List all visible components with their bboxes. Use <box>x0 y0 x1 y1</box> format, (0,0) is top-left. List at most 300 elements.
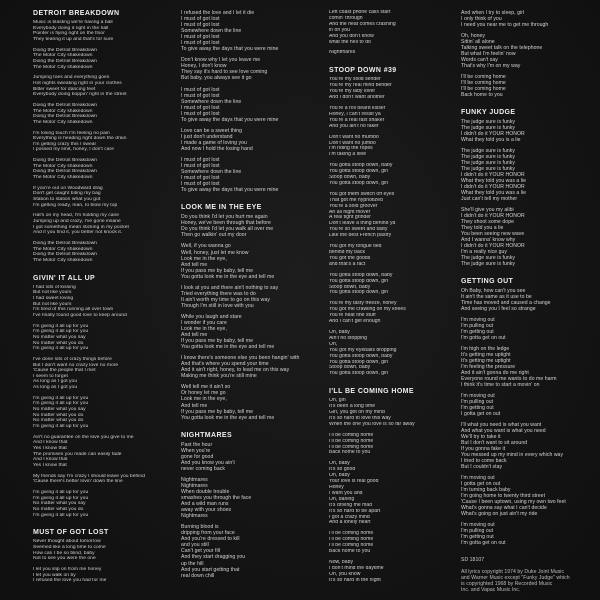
lyric-line: I possed my limit, honey, I don't care <box>33 147 115 153</box>
lyric-line: And it ain't right, honey, to lead me on this way <box>181 367 290 374</box>
lyric-line: Sittin' all alone <box>461 39 495 45</box>
lyric-line: You been seeing new wave <box>461 231 525 237</box>
credit-line: is copyrighted 1968 by Recorded Music <box>461 581 553 587</box>
lyric-line: They say it's hard to see love coming <box>181 69 268 76</box>
lyric-line: The Motor City shakedown <box>33 119 93 125</box>
lyric-line: I'm going home to twenty third street <box>461 493 546 499</box>
song-block <box>461 10 599 98</box>
catalog-number: SD 18107 <box>461 557 485 563</box>
lyric-line: You're neat fine stuff <box>329 313 376 319</box>
lyric-line: You gotta stoop down, girl <box>329 278 389 284</box>
lyric-line: It ain't worth my time to go on this way <box>181 296 270 303</box>
lyric-line: It ain't the same as it use to be <box>461 294 532 300</box>
lyric-line: No matter what you do <box>33 418 84 424</box>
lyric-line: Can't get your fill <box>181 548 221 555</box>
lyric-line: I must of got lost <box>181 40 220 47</box>
lyric-line: dripping from your face <box>181 530 235 537</box>
lyric-line: Somewhere down the line <box>181 98 242 105</box>
lyric-line: You're a roll beard kisser <box>329 105 386 111</box>
lyric-line: While you laugh and stare <box>181 313 242 320</box>
lyric-line: Burning blood is <box>181 524 219 531</box>
lyric-line: I'll be coming home <box>329 531 374 537</box>
lyric-line: Doing the Detroit Breakdown <box>33 241 98 246</box>
lyric-line: I've finally found good love to keep around <box>33 312 127 318</box>
lyric-line: Oh, you know <box>329 571 361 577</box>
lyric-line: I'm giving it all up for you <box>33 395 89 401</box>
lyric-line: Time has moved and caused a change <box>461 300 551 306</box>
lyric-line: Nightmares <box>181 513 208 520</box>
lyric-line: And I don't want another <box>329 95 385 101</box>
song-block <box>461 278 599 546</box>
lyric-line: You messed up my mind in every which way <box>461 452 564 458</box>
lyric-line: You gotta stoop down, girl <box>329 290 389 296</box>
lyric-line: away with your shoes <box>181 507 232 514</box>
lyric-line: Nightmares <box>329 50 356 56</box>
lyrics-column-3 <box>329 10 467 595</box>
lyric-line: I didn't do it YOUR HONOR <box>461 243 525 249</box>
lyric-line: I need you near me to get me through <box>461 22 549 28</box>
lyric-line: Everybody doing it right in the hall <box>33 25 109 31</box>
lyric-line: And now I hold the losing hand <box>181 145 253 152</box>
lyric-line: I'll be coming home <box>329 444 374 450</box>
lyric-line: Hot nights sweating right in your clothes <box>33 80 122 86</box>
lyric-line: in on you <box>329 27 350 33</box>
lyric-line: It's getting me uptight <box>461 352 511 358</box>
lyric-line: You got me crawling on my knees <box>329 307 406 313</box>
lyric-line: You got my eyeballs dropping <box>329 347 397 353</box>
lyric-line: I must of got lost <box>181 22 220 29</box>
song-block <box>33 10 171 264</box>
lyric-line: The judge sure is funky <box>461 166 515 172</box>
lyric-line: I know there's someone else you been hangin' with <box>181 355 300 362</box>
lyric-line: I made a game of loving you <box>181 139 247 146</box>
song-block <box>33 275 171 519</box>
lyric-line: No matter what you do <box>33 412 84 418</box>
lyric-line: When the one you love is so far away <box>329 421 415 427</box>
lyric-line: You gotta stoop down, girl <box>329 359 389 365</box>
lyric-line: I must of got lost <box>181 163 220 170</box>
lyric-line: and that's a fact <box>329 261 366 267</box>
song-block <box>329 10 467 56</box>
lyric-line: I must of got lost <box>181 92 220 99</box>
lyric-line: Stoop down, baby <box>329 175 371 181</box>
lyric-line: And it ain't gonna do me right <box>461 370 529 376</box>
lyric-line: I'm high on the ledge <box>461 346 510 352</box>
lyric-line: I got a crazy mind <box>329 514 370 520</box>
lyric-line: Love can be a sweet thing <box>181 127 242 134</box>
lyric-line: I'm moving out <box>461 475 495 481</box>
lyric-line: It's so hard to be apart <box>329 508 381 514</box>
lyric-line: That got me hypnotized <box>329 197 383 203</box>
lyric-line: The Motor City shakedown <box>33 108 93 114</box>
lyric-line: I've done lots of crazy things before <box>33 356 112 362</box>
lyric-line: I'm taking a dive <box>329 152 367 158</box>
lyric-line: I'm pulling out <box>461 323 494 329</box>
lyric-line: I'm moving out <box>461 522 495 528</box>
lyric-line: I got something mean sticking in my pocket <box>33 224 129 230</box>
lyric-line: I didn't do it YOUR HONOR <box>461 213 525 219</box>
lyric-line: The judge sure is funky <box>461 125 515 131</box>
lyric-line: You're my lady lover <box>329 89 376 95</box>
lyric-line: Somewhere down the line <box>181 169 242 176</box>
lyric-line: I'll be coming home <box>461 80 506 86</box>
lyric-line: I don't mind the daytime <box>329 565 384 571</box>
lyric-line: Don't want no jumbo <box>329 140 376 146</box>
lyric-line: I tried to come back <box>461 458 507 464</box>
lyric-line: I'll be coming home <box>329 543 374 549</box>
lyric-line: As long as I got you <box>33 379 78 385</box>
lyric-line: Oh, girl <box>329 398 346 404</box>
lyric-line: 'Cause there's better lovin' down the line <box>33 479 123 485</box>
lyric-line: It's so good <box>329 467 356 473</box>
lyric-line: But I couldn't stay <box>461 464 503 470</box>
lyric-line: And the heat comes crashing <box>329 21 396 27</box>
lyric-line: I'm giving it all up for you <box>33 401 89 407</box>
lyric-line: Music is blasting we're having a ball <box>33 20 113 25</box>
lyric-line: Oh, baby <box>329 329 350 335</box>
song-title: LOOK ME IN THE EYE <box>181 204 262 212</box>
lyric-line: You're my tasty freeze, honey <box>329 301 397 307</box>
lyric-line: Not to see you were the one <box>33 556 96 562</box>
lyric-line: My friends say I'm crazy I should leave you behind <box>33 473 145 479</box>
lyric-line: As long as I got you <box>33 385 78 391</box>
lyric-line: I'll be coming home <box>461 86 506 92</box>
lyric-line: What's going on just ain't my ride <box>461 511 538 517</box>
lyric-line: You gotta stoop down, girl <box>329 371 389 377</box>
song-block <box>329 67 467 377</box>
lyric-line: I just don't understand <box>181 133 233 140</box>
lyric-line: never coming back <box>181 465 225 472</box>
lyric-line: gone for good <box>181 453 214 460</box>
lyric-line: But I don't want no crazy love no more <box>33 362 119 368</box>
lyric-line: A real tight grinder <box>329 215 371 221</box>
lyric-line: Everybody doing boppin' right in the street <box>33 92 127 98</box>
lyric-line: Though I'm still in love with you <box>181 302 254 309</box>
lyric-line: Ain't no stopping <box>329 335 368 341</box>
lyric-line: Oh Baby, how can't you see <box>461 288 526 294</box>
lyric-line: Doing the Detroit Breakdown <box>33 47 98 53</box>
lyric-line: Look me in the eye, <box>181 255 227 262</box>
lyric-line: If you're out on Woodward drag <box>33 185 103 191</box>
lyric-line: You gotta stoop down, girl <box>329 180 389 186</box>
lyric-line: 'Cause the people that I met <box>33 368 96 374</box>
copyright-credits <box>461 569 599 593</box>
lyric-line: Everything is heading right down the drain <box>33 136 127 142</box>
lyric-line: Everyone round me wants to do me harm <box>461 376 557 382</box>
lyric-line: Oh, honey <box>461 33 486 39</box>
lyric-line: If you gonna fake it <box>461 446 506 452</box>
lyric-line: I'm giving it all up for you <box>33 424 89 430</box>
lyric-line: I didn't do it YOUR HONOR <box>461 131 525 137</box>
lyric-line: No matter what you do <box>33 340 84 346</box>
lyric-line: Hat's on my head, I'm holding my cane <box>33 213 120 219</box>
lyric-line: Yes I know that <box>33 446 67 452</box>
lyric-line: The judge sure is funky <box>461 119 515 125</box>
lyric-line: The Motor City shakedown <box>33 53 93 59</box>
lyric-line: And they start dragging you <box>181 554 246 561</box>
lyric-line: They tearing it up and that's for sure <box>33 36 114 42</box>
lyric-line: The promises you made can easily fade <box>33 451 122 457</box>
lyric-line: I want you and <box>329 490 363 496</box>
lyric-line: I'll be coming home <box>329 537 374 543</box>
lyric-line: What they told you is a lie <box>461 137 521 143</box>
lyric-line: I must of got lost <box>181 175 220 182</box>
lyric-line: You gotta stoop down, baby <box>329 163 393 169</box>
lyric-line: And you know you ain't <box>181 459 235 466</box>
lyric-line: Making me think you're still mine <box>181 373 257 380</box>
lyric-line: Pointer is flying right on the floor <box>33 31 105 37</box>
lyric-line: And you're dressed to kill <box>181 536 240 543</box>
lyric-line: Don't get caught biting my bag <box>33 191 101 197</box>
lyric-line: Well, if you wanna go <box>181 243 231 250</box>
lyric-line: I had sweet loving <box>33 295 74 301</box>
lyric-line: I must of got lost <box>181 16 220 23</box>
lyric-line: Talking sweet talk on the telephone <box>461 45 543 51</box>
lyric-line: I must of got lost <box>181 156 220 163</box>
credit-line: Inc. and Vapac Music Inc. <box>461 587 521 593</box>
lyric-line: I'm gotta get on out <box>461 540 506 546</box>
lyric-line: Honey, I don't know <box>181 63 227 70</box>
lyric-line: And tell me <box>181 332 208 339</box>
lyric-line: I'm pulling out <box>461 399 494 405</box>
song-block <box>181 432 319 579</box>
lyric-line: Station to station what you got <box>33 197 101 203</box>
lyric-line: Just can't tell my mother <box>461 196 518 202</box>
lyric-line: I'm giving it all up for you <box>33 489 89 495</box>
lyric-line: I'm turning back baby <box>461 487 511 493</box>
lyric-line: Your love is real good <box>329 479 379 485</box>
lyric-line: The Motor City shakedown <box>33 257 93 263</box>
lyric-line: Tried everything there was to do <box>181 290 256 297</box>
lyric-line: I'm giving it all up for you <box>33 323 89 329</box>
lyric-line: I'm losing touch I'm feeling no pain <box>33 130 110 136</box>
lyric-line: Look me in the eye, <box>181 326 227 333</box>
lyric-line: I must of got lost <box>181 110 220 117</box>
lyric-line: Back home to you <box>461 92 503 98</box>
song-block <box>181 10 319 193</box>
song-block <box>461 109 599 267</box>
lyric-line: Nightmares <box>181 476 208 483</box>
lyric-line: Look me in the eye, <box>181 396 227 403</box>
lyric-line: Don't leave a thing behind ya <box>329 221 396 227</box>
lyric-line: I'm getting ready, man, to blow my top <box>33 202 118 208</box>
lyric-line: Oh, <box>329 341 338 347</box>
lyric-line: I only think of you <box>461 16 502 22</box>
lyric-line: I didn't do it YOUR HONOR <box>461 172 525 178</box>
lyric-line: I'm moving out <box>461 317 495 323</box>
lyric-line: And that's where you spend your time <box>181 361 269 368</box>
lyric-line: Yes I know that <box>33 463 67 468</box>
lyric-line: Doing the Detroit Breakdown <box>33 58 98 64</box>
lyric-line: And if you find it, you better not knock it. <box>33 230 123 236</box>
song-title: STOOP DOWN #39 <box>329 67 397 75</box>
lyric-line: You got my tongue tied <box>329 244 382 250</box>
lyric-line: Doing the Detroit Breakdown <box>33 169 98 175</box>
lyric-line: Stoop down, baby <box>329 284 371 290</box>
lyric-line: If you pass me by baby, tell me <box>181 338 254 345</box>
lyric-line: I must of got lost <box>181 181 220 188</box>
song-title: DETROIT BREAKDOWN <box>33 10 120 17</box>
song-title: FUNKY JUDGE <box>461 109 516 116</box>
lyric-line: Never thought about tomorrow <box>33 539 101 545</box>
lyric-line: I had lots of kissing <box>33 284 76 290</box>
lyric-line: I must of got lost <box>181 34 220 41</box>
lyric-line: I'm giving it all up for you <box>33 512 89 518</box>
lyric-line: I let you slip on from me honey <box>33 566 102 572</box>
lyric-line: And a wild man runs <box>181 501 229 508</box>
lyric-line: You got the goods <box>329 255 371 261</box>
song-block <box>33 529 171 584</box>
lyric-line: To give away the days that you were mine <box>181 116 279 123</box>
lyric-line: And seeing you I feel so strange <box>461 306 536 312</box>
lyric-line: You're a real fast shaker <box>329 117 385 123</box>
lyric-line: No matter what you say <box>33 501 86 507</box>
lyric-line: what the hell to do <box>329 39 371 45</box>
lyric-line: Words can't say <box>461 57 498 63</box>
lyric-line: But baby, you always see it go <box>181 75 252 82</box>
lyric-line: real down chill <box>181 572 215 579</box>
lyric-line: Doing the Detroit Breakdown <box>33 114 98 120</box>
lyric-line: Jumping toes and everything goes <box>33 75 110 81</box>
lyric-line: I gotta get on out <box>461 411 501 417</box>
lyric-line: Well tell me it ain't so <box>181 384 231 391</box>
lyric-line: I'm getting crazy this I swear <box>33 141 97 147</box>
lyric-line: I'll be coming home <box>461 74 506 80</box>
lyric-line: But not like yours <box>33 301 72 307</box>
lyric-line: Don't know why I let you leave me <box>181 57 261 64</box>
lyric-line: Doing the Detroit Breakdown <box>33 102 98 108</box>
lyric-line: And you start getting that <box>181 566 240 573</box>
lyric-line: Do you think I'd let you hurt me again <box>181 214 268 221</box>
lyric-line: behind my back <box>329 250 366 255</box>
lyric-line: 'Cause I been uptown, using my own two feet <box>461 499 566 505</box>
lyric-line: The Motor City shakedown <box>33 175 93 181</box>
lyric-line: Ain't no guarantee on the love you give to me <box>33 434 134 440</box>
lyric-line: The judge sure is funky <box>461 160 515 166</box>
lyric-line: I must of got lost <box>181 104 220 111</box>
lyric-line: It's so hard in the night <box>329 577 381 583</box>
lyric-line: Doing the Detroit Breakdown <box>33 252 98 258</box>
lyric-line: The judge sure is funky <box>461 261 515 267</box>
lyric-line: You gotta stoop down, baby <box>329 353 393 359</box>
lyric-line: I let you walk on by <box>33 572 76 578</box>
lyric-line: Do you think I'd let you walk all over me <box>181 226 274 233</box>
lyric-line: I'm getting out <box>461 405 494 411</box>
lyric-line: How can I be so blind, baby <box>33 550 95 556</box>
lyric-line: But I don't want to sit around <box>461 440 528 446</box>
lyric-line: I'm tired of this running all over town <box>33 307 114 313</box>
lyric-line: comin' through <box>329 15 363 21</box>
lyric-line: Honey, I can't resist ya <box>329 111 381 117</box>
lyric-line: Don't want no mumbo <box>329 134 379 140</box>
lyric-line: An all night mover <box>329 209 371 215</box>
lyric-line: I refused the love and I let it die <box>181 10 255 16</box>
lyric-line: Somewhere down the line <box>181 28 242 35</box>
lyric-line: The judge sure is funky <box>461 154 515 160</box>
lyric-line: Then go walkin' out my door <box>181 232 247 239</box>
lyric-line: You gotta stoop down, girl <box>329 169 389 175</box>
lyric-line: What they told you was a lie <box>461 178 527 184</box>
lyric-line: Back home to you <box>329 549 371 555</box>
lyric-line: I'll what you need is what you want <box>461 422 542 428</box>
lyric-line: You're my solid sender <box>329 77 381 83</box>
lyric-line: And I wanna' know why <box>461 237 516 243</box>
song-title: GIVIN' IT ALL UP <box>33 274 96 282</box>
lyric-line: Doing the Detroit Breakdown <box>33 158 98 164</box>
lyric-line: They shoot some dope <box>461 219 514 225</box>
lyric-line: What they told you was a lie <box>461 190 527 196</box>
lyric-line: You gotta look me in the eye and tell me <box>181 414 275 421</box>
song-title: MUST OF GOT LOST <box>33 529 109 537</box>
lyric-line: When you're <box>181 447 211 454</box>
lyric-line: She'll give you my alibi <box>461 207 514 213</box>
lyric-line: Girl, you got on my mind <box>329 410 385 416</box>
lyric-line: I'll be coming home <box>329 438 374 444</box>
lyric-line: You gotta look me in the eye and tell me <box>181 344 275 351</box>
song-title: NIGHTMARES <box>181 431 233 439</box>
lyric-line: Oh, baby <box>329 461 350 467</box>
lyric-line: And tell me <box>181 402 208 409</box>
lyric-line: I'm getting out <box>461 534 494 540</box>
lyric-line: The judge sure is funky <box>461 148 515 154</box>
song-block <box>329 388 467 583</box>
lyric-line: The Motor City shakedown <box>33 64 93 70</box>
lyric-line: I'm pulling out <box>461 528 494 534</box>
lyric-line: Well, honey, just let me know <box>181 249 249 256</box>
lyric-line: It's been a long time <box>329 404 376 410</box>
lyric-line: Or honey let me go <box>181 390 226 397</box>
lyric-line: I'm getting out <box>461 329 494 335</box>
credit-line: and Warner Music except "Funky Judge" which <box>461 575 570 581</box>
lyric-line: The Motor City shakedown <box>33 163 93 169</box>
credit-line: All lyrics copyright 1974 by Duke Joint Music <box>461 569 565 575</box>
lyric-line: I'm moving out <box>461 393 495 399</box>
lyric-line: If you pass me by baby, tell me <box>181 408 254 415</box>
lyric-line: I'm giving it all up for you <box>33 329 89 335</box>
song-title: GETTING OUT <box>461 278 514 285</box>
lyric-line: I'm a really nice guy <box>461 249 508 255</box>
lyric-line: No matter what you do <box>33 506 84 512</box>
lyric-line: The Motor City shakedown <box>33 246 93 252</box>
lyric-line: I look at you and there ain't nothing to say <box>181 284 279 291</box>
lyric-line: But not like yours <box>33 290 72 296</box>
lyrics-column-2 <box>181 10 319 590</box>
song-title: I'LL BE COMING HOME <box>329 388 414 396</box>
lyric-line: The judge sure is funky <box>461 255 515 261</box>
lyric-line: What's gonna say what I can't decide <box>461 505 547 511</box>
lyric-line: I'm gotta get on out <box>461 335 506 341</box>
lyric-line: And what you want is what you need <box>461 428 546 434</box>
lyric-line: And I know that <box>33 440 68 446</box>
lyrics-column-1 <box>33 10 171 595</box>
lyric-line: I gotta get on out <box>461 481 501 487</box>
lyric-line: I'm giving it all up for you <box>33 495 89 501</box>
lyric-line: Seemed like a long time to come <box>33 544 106 550</box>
lyric-line: If you pass me by baby, tell me <box>181 267 254 274</box>
lyric-line: Nightmares <box>181 482 208 489</box>
lyric-line: And tell me <box>181 261 208 268</box>
lyric-line: I'm giving it all up for you <box>33 346 89 352</box>
lyric-line: I refused the love you had for me <box>33 578 107 584</box>
lyric-line: Oh, baby <box>329 473 350 479</box>
lyric-line: Past the hour <box>181 441 213 448</box>
lyric-line: We'll try to take it <box>461 434 501 440</box>
lyric-line: up the hill <box>181 560 204 567</box>
lyric-line: Now, baby <box>329 559 354 565</box>
lyric-line: I wonder if you care <box>181 319 227 326</box>
lyric-line: You gotta look me in the eye and tell me <box>181 273 275 280</box>
lyric-line: Left coast phone calls start <box>329 10 391 15</box>
